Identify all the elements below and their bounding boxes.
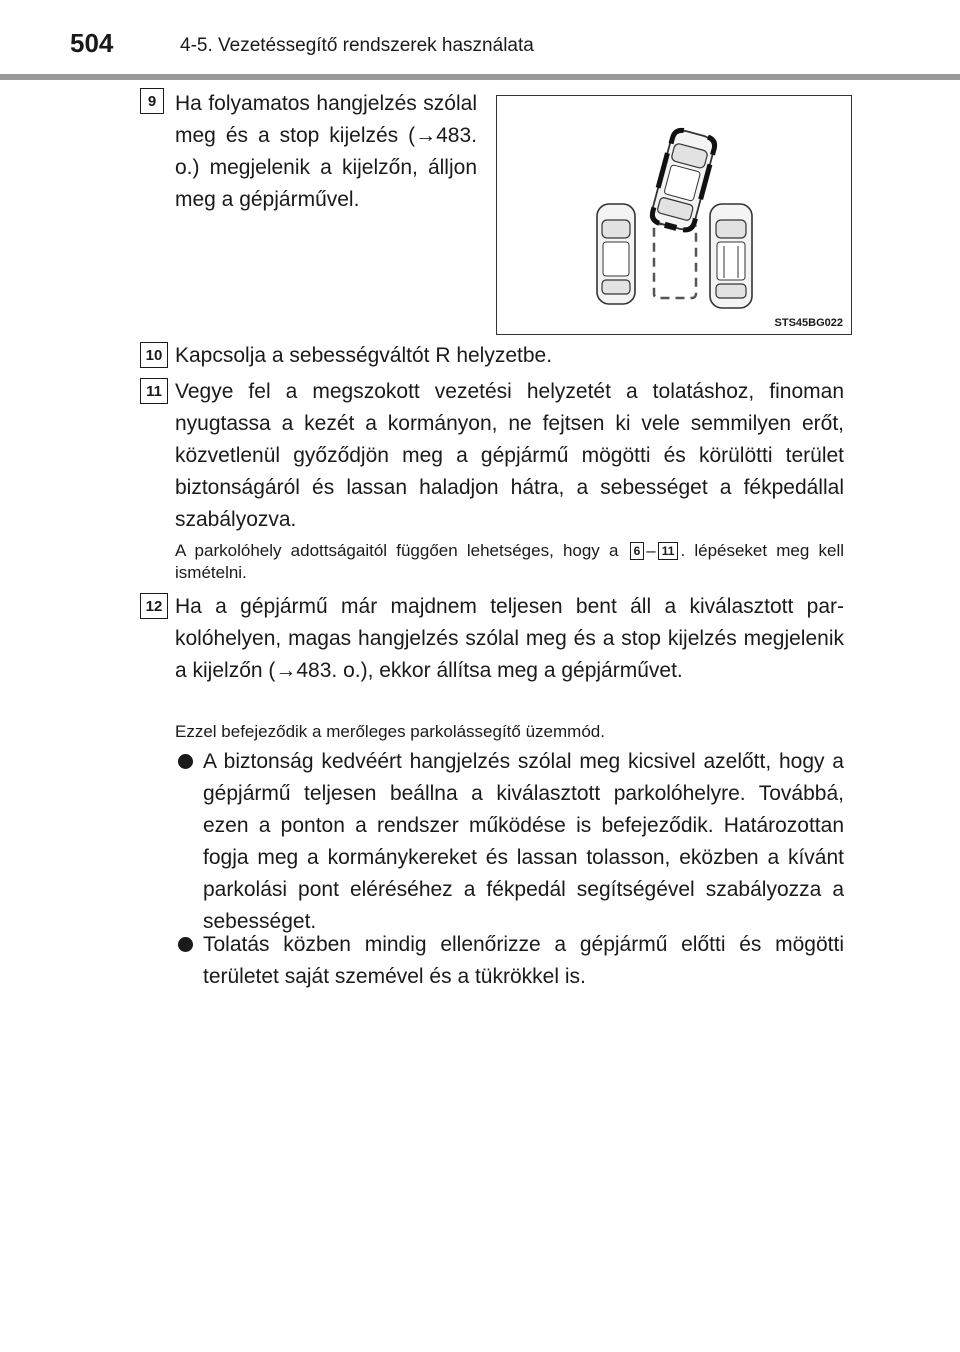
chapter-title: 4-5. Vezetéssegítő rendszerek használata	[180, 35, 534, 56]
perpendicular-parking-illustration-icon	[497, 96, 851, 334]
step-10-text: Kapcsolja a sebességváltót R helyzetbe.	[175, 344, 553, 367]
page-header	[0, 0, 960, 80]
maneuvering-car-icon	[649, 128, 717, 235]
inline-badge-6: 6	[630, 542, 645, 560]
parked-car-right-icon	[710, 204, 752, 308]
page-number: 504	[70, 28, 114, 58]
note-repeat-before: A parkolóhely adottságaitól függően lehetséges, hogy a	[175, 541, 619, 560]
note-repeat-steps	[175, 540, 844, 584]
bullet-dot-icon	[178, 754, 193, 769]
bullet-text: A biztonság kedvéért hangjelzés szólal meg kicsivel azelőtt, hogy a gépjármű teljesen beállna a kiválasztott parkolóhelyre. Továbbá, ezen a ponton a rendszer működése is befejeződik. Határozottan fogja meg a kormánykereket és lassan tolasson, eközben a kívánt parkolási pont eléréséhez a fékpedál segítségével szabályozza a sebességet.	[203, 750, 844, 933]
step-12-text: Ha a gépjármű már majdnem teljesen bent áll a kiválasztott parkolóhelyen, magas hangjelzés szólal meg és a stop kijelzés megjelenik a kijelzőn (→483. o.), ekkor állítsa meg a gépjárművet.	[175, 595, 844, 682]
bullet-item	[175, 746, 844, 938]
header-rule	[0, 74, 960, 80]
step-badge-9: 9	[140, 88, 164, 114]
step-badge-10: 10	[140, 342, 168, 368]
bullet-item	[175, 929, 844, 993]
note-finish: Ezzel befejeződik a merőleges parkolássegítő üzemmód.	[175, 722, 605, 741]
step-badge-11: 11	[140, 378, 168, 404]
bullet-text: Tolatás közben mindig ellenőrizze a gépjármű előtti és mögötti területet saját szemével és a tükrökkel is.	[203, 933, 844, 988]
parked-car-left-icon	[597, 204, 635, 304]
parking-figure	[496, 95, 852, 335]
note-repeat-after: . lépéseket meg kell ismételni.	[175, 541, 845, 582]
note-repeat-dash: –	[646, 541, 656, 560]
bullet-dot-icon	[178, 937, 193, 952]
inline-badge-11: 11	[658, 542, 679, 560]
step-badge-12: 12	[140, 593, 168, 619]
step-11-text: Vegye fel a megszokott vezetési helyzetét a tolatáshoz, finoman nyugtassa a kezét a kormányon, ne fejtsen ki vele semmilyen erőt, közvetlenül győződjön meg a gépjármű mögötti és körülötti terület biztonságáról és lassan haladjon hátra, a sebességet a fékpedállal szabályozva.	[175, 380, 844, 531]
step-9-text: Ha folyamatos hangjelzés szólal meg és a stop kijelzés (→483. o.) megjelenik a kijelzőn, álljon meg a gépjárművel.	[175, 92, 477, 211]
figure-code: STS45BG022	[774, 317, 843, 329]
